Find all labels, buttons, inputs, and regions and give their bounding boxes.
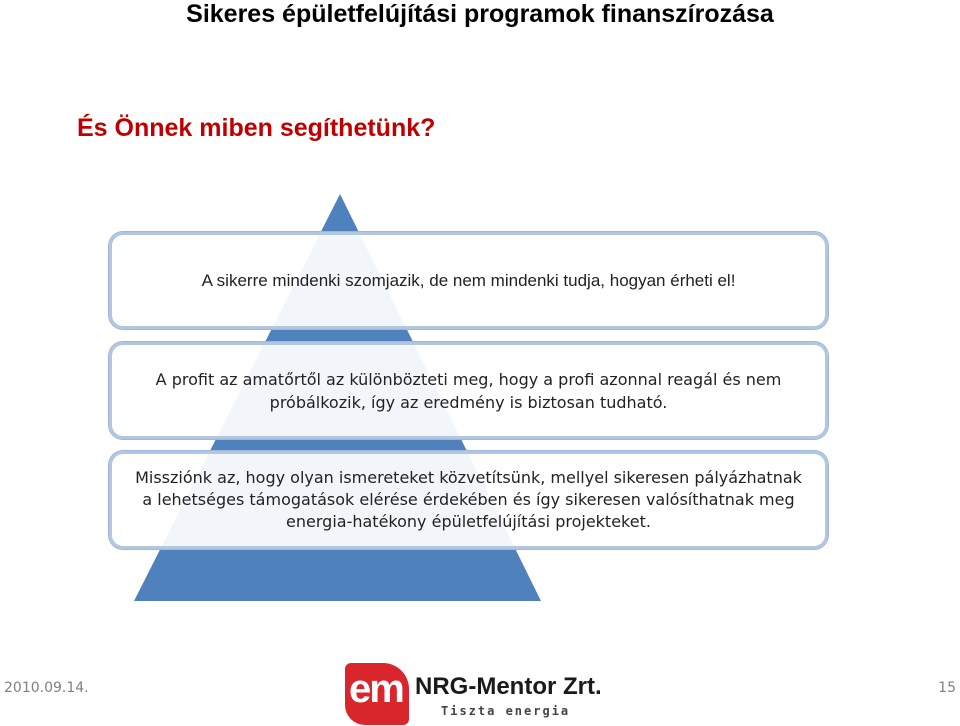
slide-title: Sikeres épületfelújítási programok finanszírozása bbox=[186, 0, 774, 28]
pyramid-level-3-text: Missziónk az, hogy olyan ismereteket közvetítsünk, mellyel sikeresen pályázhatnak a lehetséges támogatások elérése érdekében és így sikeresen valósíthatnak meg energia-hatékony épületfelújítási projekteket. bbox=[135, 468, 802, 531]
pyramid-level-2-text: A profit az amatőrtől az különbözteti meg, hogy a profi azonnal reagál és nem próbálkozik, így az eredmény is biztosan tudható. bbox=[155, 369, 782, 412]
logo-mark-icon bbox=[345, 663, 409, 725]
page-number: 15 bbox=[938, 680, 956, 696]
logo-mark-text: em bbox=[349, 667, 403, 711]
company-logo bbox=[345, 663, 602, 725]
pyramid-level-3 bbox=[109, 451, 828, 549]
pyramid-level-1 bbox=[109, 232, 828, 329]
logo-company-name: NRG-Mentor Zrt. bbox=[415, 673, 602, 700]
slide-subtitle: És Önnek miben segíthetünk? bbox=[77, 114, 436, 142]
pyramid-level-2 bbox=[109, 342, 828, 439]
logo-tagline: Tiszta energia bbox=[441, 704, 571, 718]
footer-date: 2010.09.14. bbox=[4, 680, 89, 696]
pyramid-level-1-text: A sikerre mindenki szomjazik, de nem mindenki tudja, hogyan érheti el! bbox=[201, 270, 736, 290]
